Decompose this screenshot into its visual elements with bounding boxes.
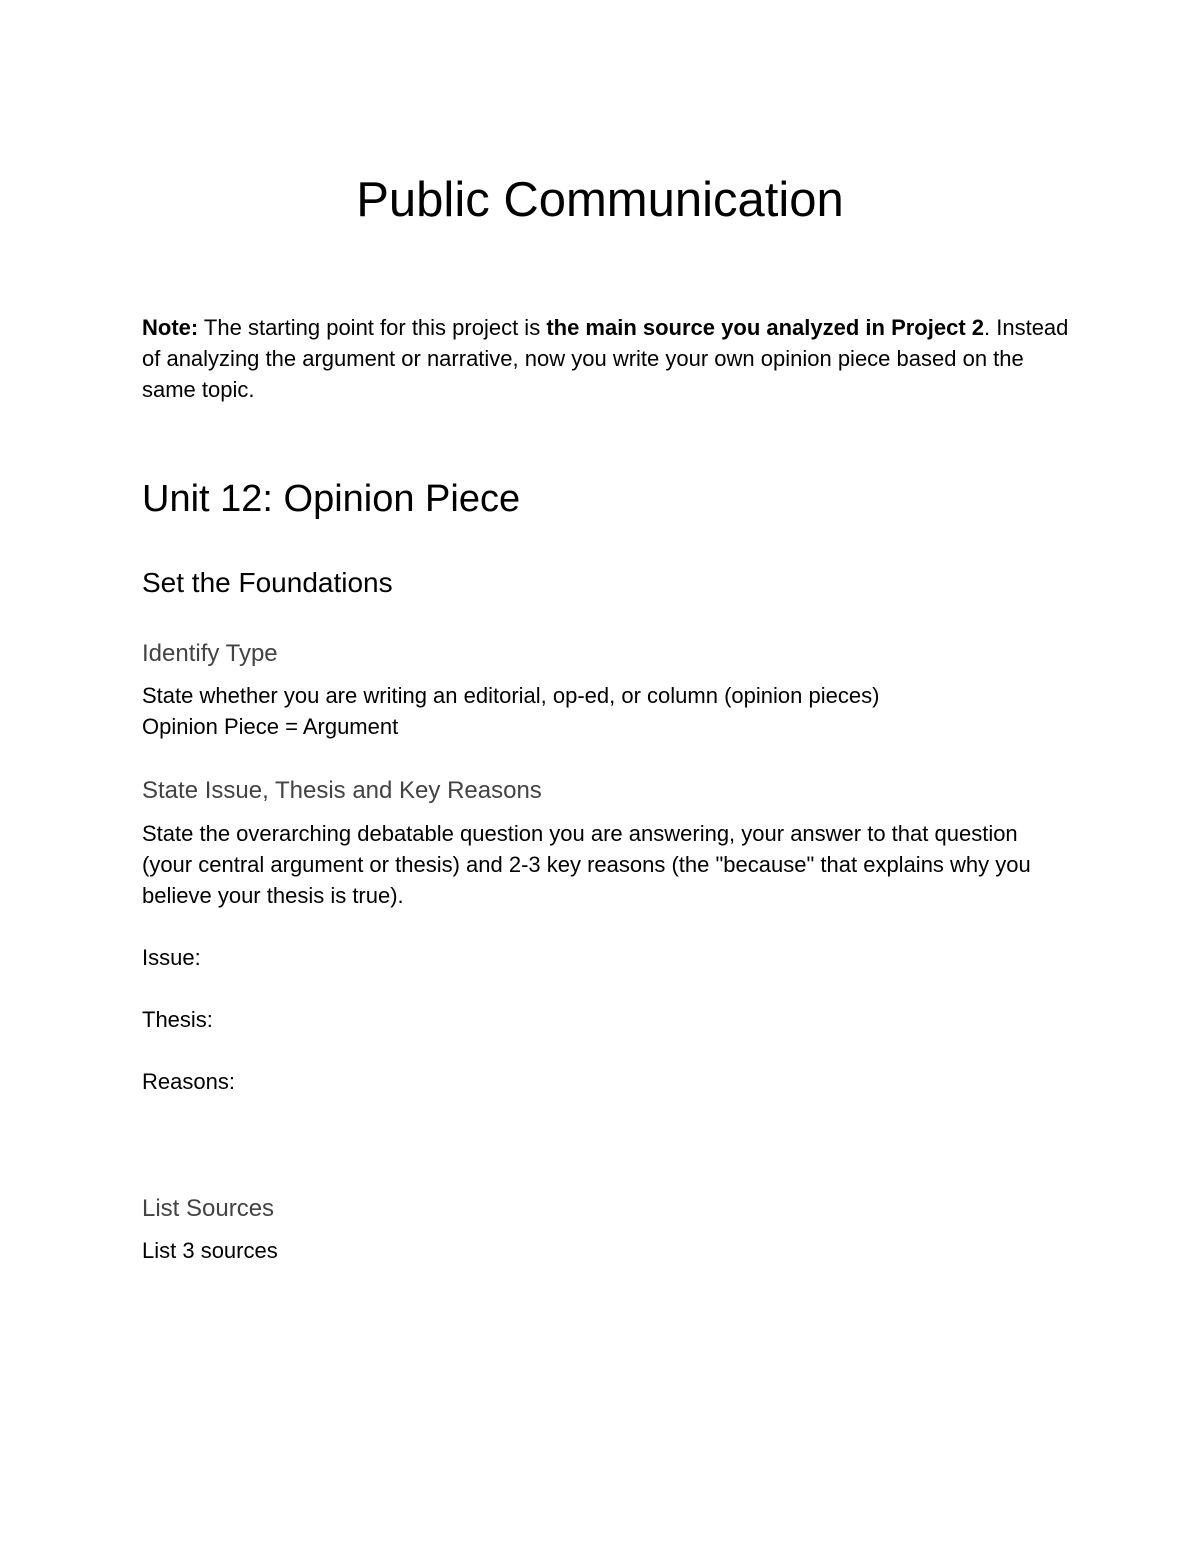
note-bold-text: the main source you analyzed in Project 2 bbox=[546, 315, 985, 340]
note-text-before: The starting point for this project is bbox=[198, 315, 547, 340]
state-issue-heading: State Issue, Thesis and Key Reasons bbox=[142, 777, 542, 804]
identify-type-line2: Opinion Piece = Argument bbox=[142, 714, 399, 739]
note-paragraph bbox=[142, 312, 1072, 405]
document-title: Public Communication bbox=[356, 173, 844, 227]
identify-type-line1: State whether you are writing an editorial, op-ed, or column (opinion pieces) bbox=[142, 683, 880, 708]
list-sources-heading: List Sources bbox=[142, 1195, 275, 1222]
issue-label: Issue: bbox=[142, 945, 201, 970]
list-sources-body: List 3 sources bbox=[142, 1238, 278, 1263]
note-text-after: . Instead of analyzing the argument or narrative, now you write your own opinion piece based on the same topic. bbox=[142, 315, 1069, 402]
foundations-heading: Set the Foundations bbox=[142, 567, 393, 598]
note-label: Note: bbox=[142, 315, 199, 340]
unit-heading: Unit 12: Opinion Piece bbox=[142, 478, 521, 520]
reasons-label: Reasons: bbox=[142, 1069, 235, 1094]
state-issue-body: State the overarching debatable question you are answering, your answer to that question (your central argument or thesis) and 2-3 key reasons (the "because" that explains why you believe your thesis is true). bbox=[142, 821, 1031, 908]
thesis-label: Thesis: bbox=[142, 1007, 213, 1032]
identify-type-heading: Identify Type bbox=[142, 640, 278, 667]
